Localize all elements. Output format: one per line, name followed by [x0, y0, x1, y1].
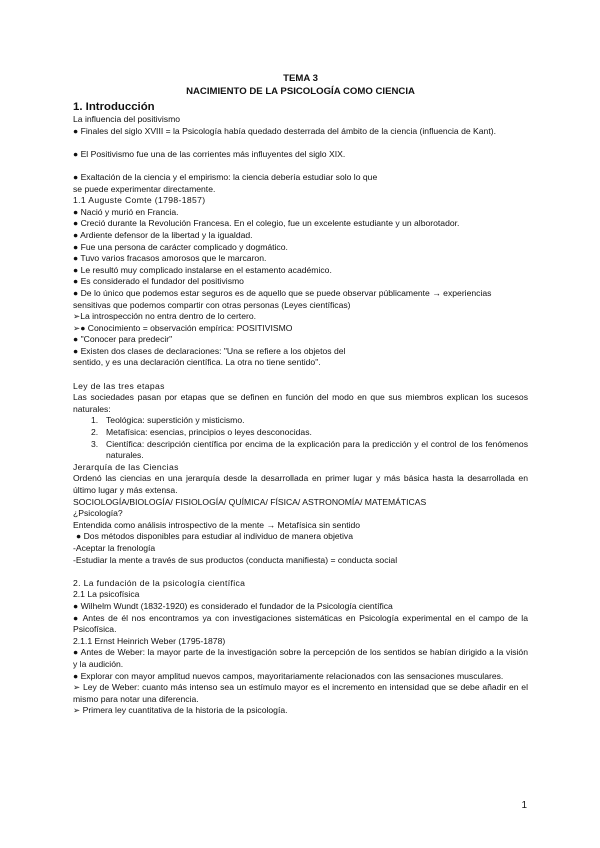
list-item	[73, 427, 528, 439]
bullet-item: ● Ardiente defensor de la libertad y la igualdad.	[73, 229, 253, 240]
list-number: 1.	[91, 415, 99, 426]
list-number: 2.	[91, 427, 99, 438]
bullet-item: ● De lo único que podemos estar seguros es de aquello que se puede observar públicamente → experiencias sensitivas que podemos compartir con otras personas (Leyes científicas)	[73, 287, 492, 310]
bullet-item: ● Fue una persona de carácter complicado y dogmático.	[73, 241, 288, 252]
list-item	[73, 415, 528, 427]
bullet-item: ● Existen dos clases de declaraciones: "Una se refiere a los objetos del	[73, 345, 346, 356]
list-item-text: Teológica: superstición y misticismo.	[106, 415, 245, 426]
paragraph: Las sociedades pasan por etapas que se definen en función del modo en que sus miembros explican los sucesos naturales:	[73, 392, 528, 414]
doc-subtitle: NACIMIENTO DE LA PSICOLOGÍA COMO CIENCIA	[186, 86, 415, 97]
bullet-item: ● Es considerado el fundador del positivismo	[73, 276, 244, 287]
paragraph: Entendida como análisis introspectivo de la mente → Metafísica sin sentido	[73, 519, 361, 530]
bullet-item: ➢La introspección no entra dentro de lo certero.	[73, 311, 257, 322]
bullet-item: ● Wilhelm Wundt (1832-1920) es considerado el fundador de la Psicología científica	[73, 600, 393, 611]
paragraph: -Aceptar la frenología	[73, 542, 156, 553]
bullet-item: ● Dos métodos disponibles para estudiar al individuo de manera objetiva	[76, 531, 354, 542]
bullet-item: ● Nació y murió en Francia.	[73, 206, 179, 217]
sciences-list: SOCIOLOGÍA/BIOLOGÍA/ FISIOLOGÍA/ QUÍMICA/ FÍSICA/ ASTRONOMÍA/ MATEMÁTICAS	[73, 496, 427, 507]
doc-title: TEMA 3	[283, 73, 318, 84]
bullet-item: ● Exaltación de la ciencia y el empirismo: la ciencia debería estudiar solo lo que	[73, 171, 378, 182]
paragraph: -Estudiar la mente a través de sus productos (conducta manifiesta) = conducta social	[73, 554, 398, 565]
bullet-item: ● Creció durante la Revolución Francesa. En el colegio, fue un excelente estudiante y un alborotador.	[73, 218, 460, 229]
page-number: 1	[521, 800, 527, 811]
numbered-list	[73, 415, 528, 461]
weber-heading: 2.1.1 Ernst Heinrich Weber (1795-1878)	[73, 635, 226, 646]
jerarquia-heading: Jerarquía de las Ciencias	[73, 461, 179, 472]
tres-etapas-heading: Ley de las tres etapas	[73, 380, 165, 391]
bullet-item: ● "Conocer para predecir"	[73, 334, 173, 345]
list-item-text: Metafísica: esencias, principios o leyes desconocidas.	[106, 427, 312, 438]
bullet-item: ● Le resultó muy complicado instalarse en el estamento académico.	[73, 264, 332, 275]
bullet-item: ● Tuvo varios fracasos amorosos que le marcaron.	[73, 253, 267, 264]
bullet-item: ➢ Ley de Weber: cuanto más intenso sea un estímulo mayor es el incremento en intensidad que se debe añadir en el mismo para notar una diferencia.	[73, 682, 528, 704]
paragraph: Ordenó las ciencias en una jerarquía desde la desarrollada en primer lugar y más básica hasta la desarrollada en último lugar y más extensa.	[73, 473, 528, 495]
bullet-item: ● Antes de Weber: la mayor parte de la investigación sobre la percepción de los sentidos se habían dirigido a la visión y la audición.	[73, 647, 528, 669]
paragraph: sentido, y es una declaración científica. La otra no tiene sentido".	[73, 357, 321, 368]
paragraph: se puede experimentar directamente.	[73, 183, 216, 194]
document-page	[73, 72, 528, 717]
paragraph: La influencia del positivismo	[73, 114, 181, 124]
comte-heading: 1.1 Auguste Comte (1798-1857)	[73, 195, 206, 206]
section-2-heading: 2. La fundación de la psicología científica	[73, 577, 246, 588]
bullet-item: ● Explorar con mayor amplitud nuevos campos, mayoritariamente relacionados con las sensaciones musculares.	[73, 670, 504, 681]
list-item-text: Científica: descripción científica por encima de la explicación para la predicción y el control de los fenómenos naturales.	[106, 438, 528, 461]
bullet-item: ➢ Primera ley cuantitativa de la historia de la psicología.	[73, 705, 288, 716]
psicofisica-heading: 2.1 La psicofísica	[73, 589, 140, 600]
bullet-item: ➢● Conocimiento = observación empírica: POSITIVISMO	[73, 322, 293, 333]
list-item	[73, 439, 528, 462]
bullet-item: ● Finales del siglo XVIII = la Psicología había quedado desterrada del ámbito de la ciencia (influencia de Kant).	[73, 125, 496, 136]
question: ¿Psicología?	[73, 508, 123, 519]
bullet-item: ● Antes de él nos encontramos ya con investigaciones sistemáticas en Psicología experimental en el campo de la Psicofísica.	[73, 612, 528, 635]
bullet-item: ● El Positivismo fue una de las corrientes más influyentes del siglo XIX.	[73, 148, 346, 159]
section-1-heading: 1. Introducción	[73, 101, 155, 113]
list-number: 3.	[91, 438, 99, 449]
